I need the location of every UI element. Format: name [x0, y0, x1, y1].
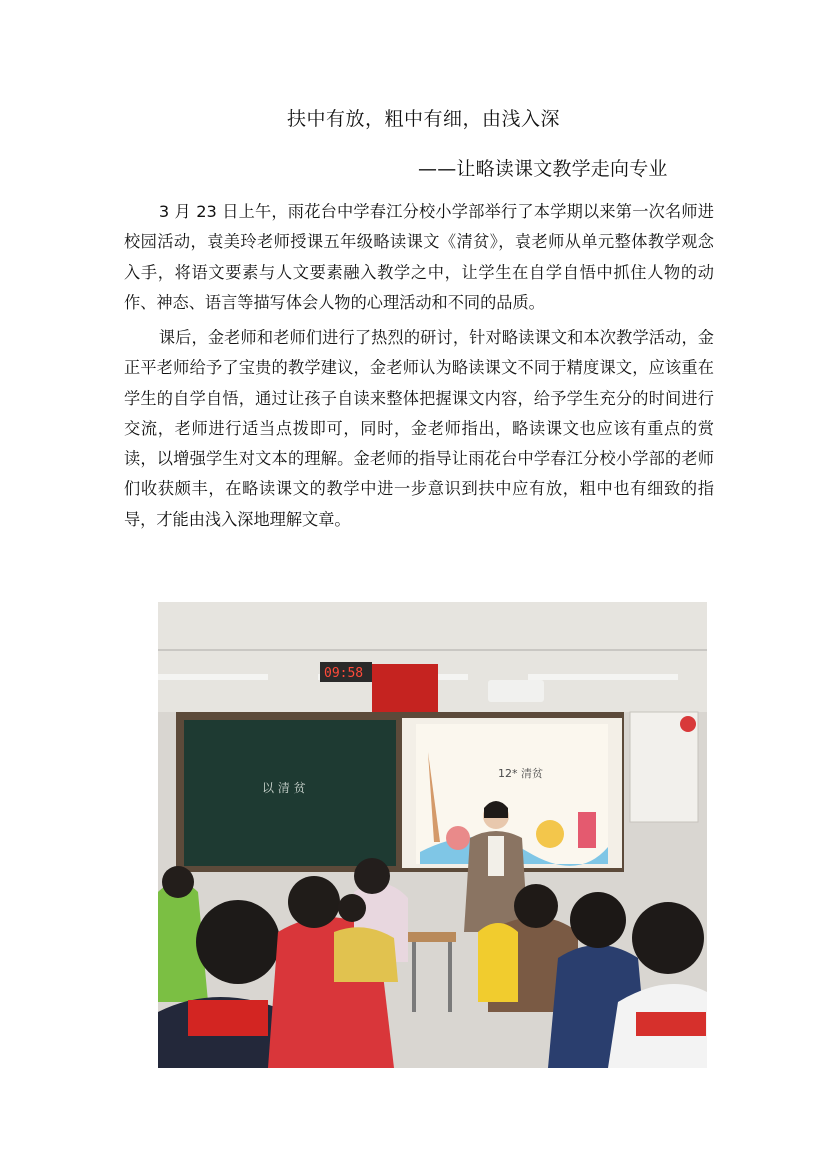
article-title: 扶中有放，粗中有细，由浅入深: [286, 108, 560, 130]
article-subtitle: ——让略读课文教学走向专业: [418, 158, 668, 180]
screen-title: 12* 清贫: [498, 767, 543, 780]
blackboard-writing: 以 清 贫: [262, 781, 306, 795]
paragraph-1: 3 月 23 日上午，雨花台中学春江分校小学部举行了本学期以来第一次名师进校园活动，袁美玲老师授课五年级略读课文《清贫》，袁老师从单元整体教学观念入手，将语文要素与人文要素融入教学之中，让学生在自学自悟中抓住人物的动作、神态、语言等描写体会人物的心理活动和不同的品质。: [124, 202, 714, 312]
classroom-photo: [158, 602, 707, 1068]
clock-readout: 09:58: [324, 666, 364, 681]
paragraph-2: 课后，金老师和老师们进行了热烈的研讨，针对略读课文和本次教学活动，金正平老师给予了宝贵的教学建议，金老师认为略读课文不同于精度课文，应该重在学生的自学自悟，通过让孩子自读来整体把握课文内容，给予学生充分的时间进行交流，老师进行适当点拨即可，同时，金老师指出，略读课文也应该有重点的赏读，以增强学生对文本的理解。金老师的指导让雨花台中学春江分校小学部的老师们收获颇丰，在略读课文的教学中进一步意识到扶中应有放，粗中也有细致的指导，才能由浅入深地理解文章。: [124, 328, 714, 529]
classroom-photo-drawing: [158, 602, 707, 1068]
